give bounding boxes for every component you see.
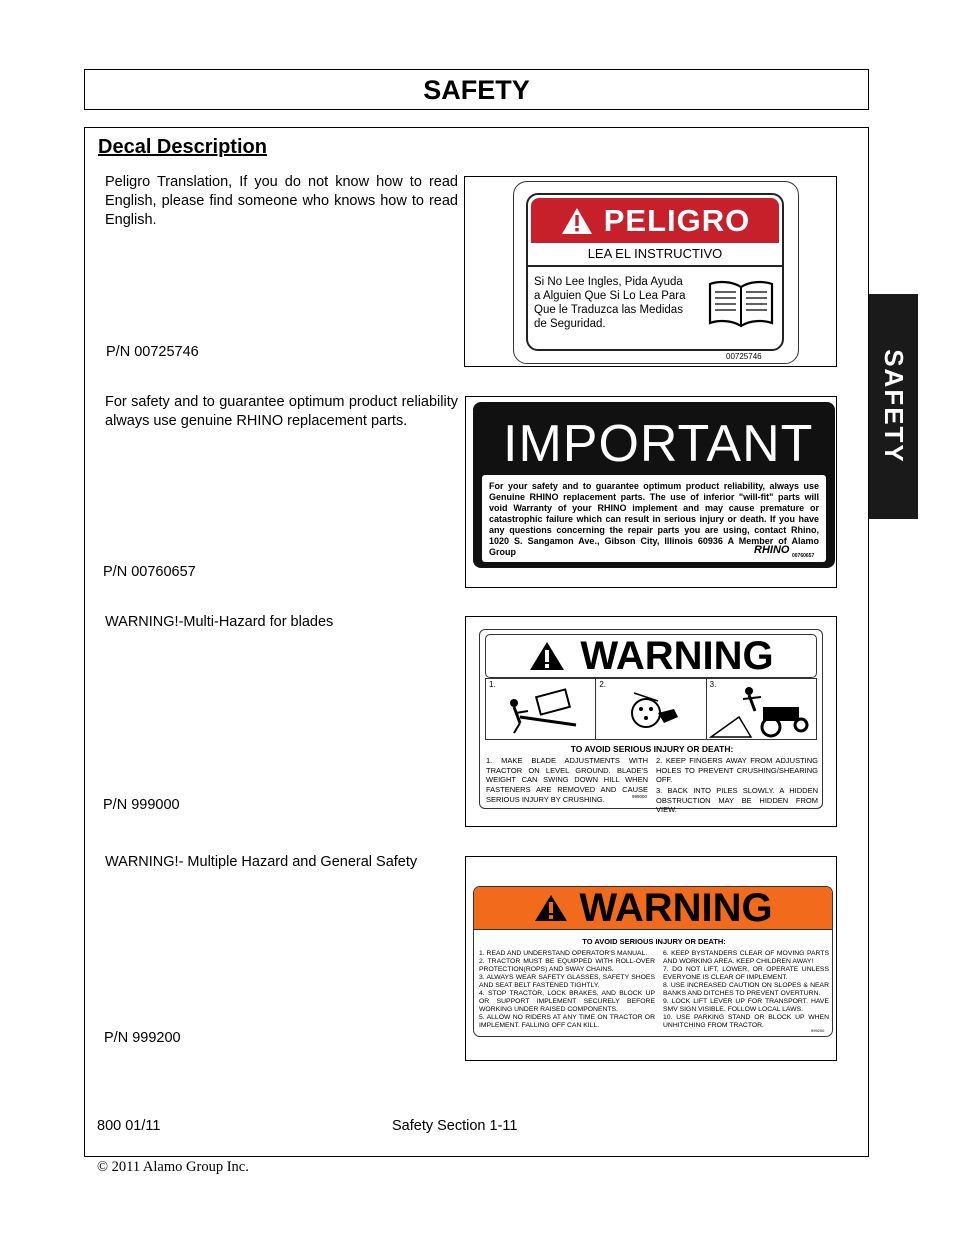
warning-general-title: WARNING — [579, 886, 773, 930]
book-icon — [706, 279, 776, 331]
hazard-panel-2 — [596, 679, 706, 739]
warning-triangle-icon — [533, 893, 569, 923]
warning-blades-decal — [479, 629, 823, 815]
warning-blades-heading: TO AVOID SERIOUS INJURY OR DEATH: — [570, 744, 734, 754]
decal-1-description: Peligro Translation, If you do not know how to read English, please find someone who knows how to read English. — [105, 174, 458, 228]
peligro-subtitle: LEA EL INSTRUCTIVO — [528, 243, 782, 267]
decal-4-part-number: P/N 999200 — [104, 1030, 181, 1046]
side-tab[interactable] — [869, 294, 918, 519]
hazard-panel-3 — [707, 679, 816, 739]
warning-blades-right-text-1: 2. KEEP FINGERS AWAY FROM ADJUSTING HOLES TO PREVENT CRUSHING/SHEARING OFF. — [656, 756, 818, 785]
list-item: 1. READ AND UNDERSTAND OPERATOR'S MANUAL. — [479, 950, 648, 957]
important-decal — [473, 402, 835, 568]
peligro-banner-text: PELIGRO — [603, 202, 751, 238]
decal-3-part-number: P/N 999000 — [103, 797, 180, 813]
list-item: 4. STOP TRACTOR, LOCK BRAKES, AND BLOCK UP OR SUPPORT IMPLEMENT SECURELY BEFORE WORKING UNDER RAISED COMPONENTS. — [479, 990, 655, 1013]
crushing-hazard-icon — [500, 687, 580, 737]
list-item: 7. DO NOT LIFT, LOWER, OR OPERATE UNLESS EVERYONE IS CLEAR OF IMPLEMENT. — [663, 966, 829, 981]
peligro-decal — [513, 181, 799, 364]
warning-blades-title: WARNING — [580, 633, 774, 678]
peligro-line: de Seguridad. — [534, 318, 606, 330]
peligro-line: Que le Traduzca las Medidas — [534, 304, 683, 316]
warning-triangle-icon — [528, 640, 566, 672]
decal-1-part-number: P/N 00725746 — [106, 344, 199, 360]
warning-general-heading: TO AVOID SERIOUS INJURY OR DEATH: — [582, 937, 726, 946]
list-item: 9. LOCK LIFT LEVER UP FOR TRANSPORT. HAVE SMV SIGN VISIBLE. FOLLOW LOCAL LAWS. — [663, 998, 829, 1013]
tractor-hazard-icon — [709, 685, 817, 739]
warning-general-left-list — [479, 950, 655, 1030]
footer-page-info: 800 01/11 — [97, 1118, 161, 1134]
peligro-inner — [526, 193, 784, 351]
warning-blades-left-text: 1. MAKE BLADE ADJUSTMENTS WITH TRACTOR ON LEVEL GROUND. BLADE'S WEIGHT CAN SWING DOWN HILL WHEN FASTENERS ARE REMOVED AND CAUSE SERIOUS INJURY BY CRUSHING. — [486, 756, 648, 804]
rhino-logo: RHINO — [754, 544, 790, 556]
decal-3-frame — [465, 616, 837, 827]
warning-blades-code: 999000 — [632, 794, 648, 799]
footer-section: Safety Section 1-11 — [392, 1118, 518, 1134]
page-title: SAFETY — [423, 75, 530, 105]
finger-shear-icon — [624, 687, 684, 737]
decal-1-frame — [464, 176, 837, 367]
decal-3-description: WARNING!-Multi-Hazard for blades — [105, 614, 334, 630]
section-title: Decal Description — [98, 136, 267, 158]
peligro-text — [534, 275, 686, 331]
decal-2-frame — [465, 396, 837, 588]
decal-2-description: For safety and to guarantee optimum product reliability always use genuine RHINO replacement parts. — [105, 394, 458, 429]
important-body — [482, 475, 826, 562]
list-item: 3. ALWAYS WEAR SAFETY GLASSES, SAFETY SHOES AND SEAT BELT FASTENED TIGHTLY. — [479, 974, 655, 989]
warning-blades-panels — [485, 678, 817, 740]
panel-number: 2. — [599, 680, 606, 689]
decal-2-part-number: P/N 00760657 — [103, 564, 196, 580]
warning-general-header — [474, 887, 832, 930]
list-item: 8. USE INCREASED CAUTION ON SLOPES & NEAR BANKS AND DITCHES TO PREVENT OVERTURN. — [663, 982, 829, 997]
warning-general-right-list — [663, 950, 829, 1030]
list-item: 6. KEEP BYSTANDERS CLEAR OF MOVING PARTS AND WORKING AREA. KEEP CHILDREN AWAY! — [663, 950, 829, 965]
hazard-panel-1 — [486, 679, 596, 739]
warning-triangle-icon — [560, 206, 594, 236]
panel-number: 1. — [489, 680, 496, 689]
decal-4-description: WARNING!- Multiple Hazard and General Safety — [105, 854, 418, 870]
important-title: IMPORTANT — [503, 415, 814, 473]
decal-4-frame — [465, 856, 837, 1061]
panel-number: 3. — [709, 680, 717, 689]
peligro-banner — [531, 198, 779, 243]
list-item: 10. USE PARKING STAND OR BLOCK UP WHEN UNHITCHING FROM TRACTOR. — [663, 1014, 829, 1029]
warning-blades-header — [485, 634, 817, 678]
warning-general-decal — [473, 886, 833, 1037]
list-item: 2. TRACTOR MUST BE EQUIPPED WITH ROLL-OVER PROTECTION(ROPS) AND SWAY CHAINS. — [479, 958, 655, 973]
list-item: 5. ALLOW NO RIDERS AT ANY TIME ON TRACTOR OR IMPLEMENT. FALLING OFF CAN KILL. — [479, 1014, 655, 1029]
peligro-line: a Alguien Que Si Lo Lea Para — [534, 290, 686, 302]
important-body-text: For your safety and to guarantee optimum product reliability, always use Genuine RHINO replacement parts. The use of inferior "will-fit" parts will void Warranty of your RHINO implement and may cause premature or catastrophic failure which can result in serious injury or death. If you have any questions concerning the repair parts you are using, contact Rhino, 1020 S. Sangamon Ave., Gibson City, Illinois 60936 A Member of Alamo Group — [489, 481, 819, 557]
peligro-line: Si No Lee Ingles, Pida Ayuda — [534, 276, 683, 288]
warning-general-code: 999200 — [811, 1028, 825, 1033]
side-tab-label: SAFETY — [879, 349, 909, 464]
peligro-code: 00725746 — [726, 352, 762, 361]
warning-blades-right-text-2: 3. BACK INTO PILES SLOWLY. A HIDDEN OBSTRUCTION MAY BE HIDDEN FROM VIEW. — [656, 786, 818, 815]
copyright: © 2011 Alamo Group Inc. — [97, 1159, 249, 1175]
important-code: 00760657 — [792, 553, 815, 559]
